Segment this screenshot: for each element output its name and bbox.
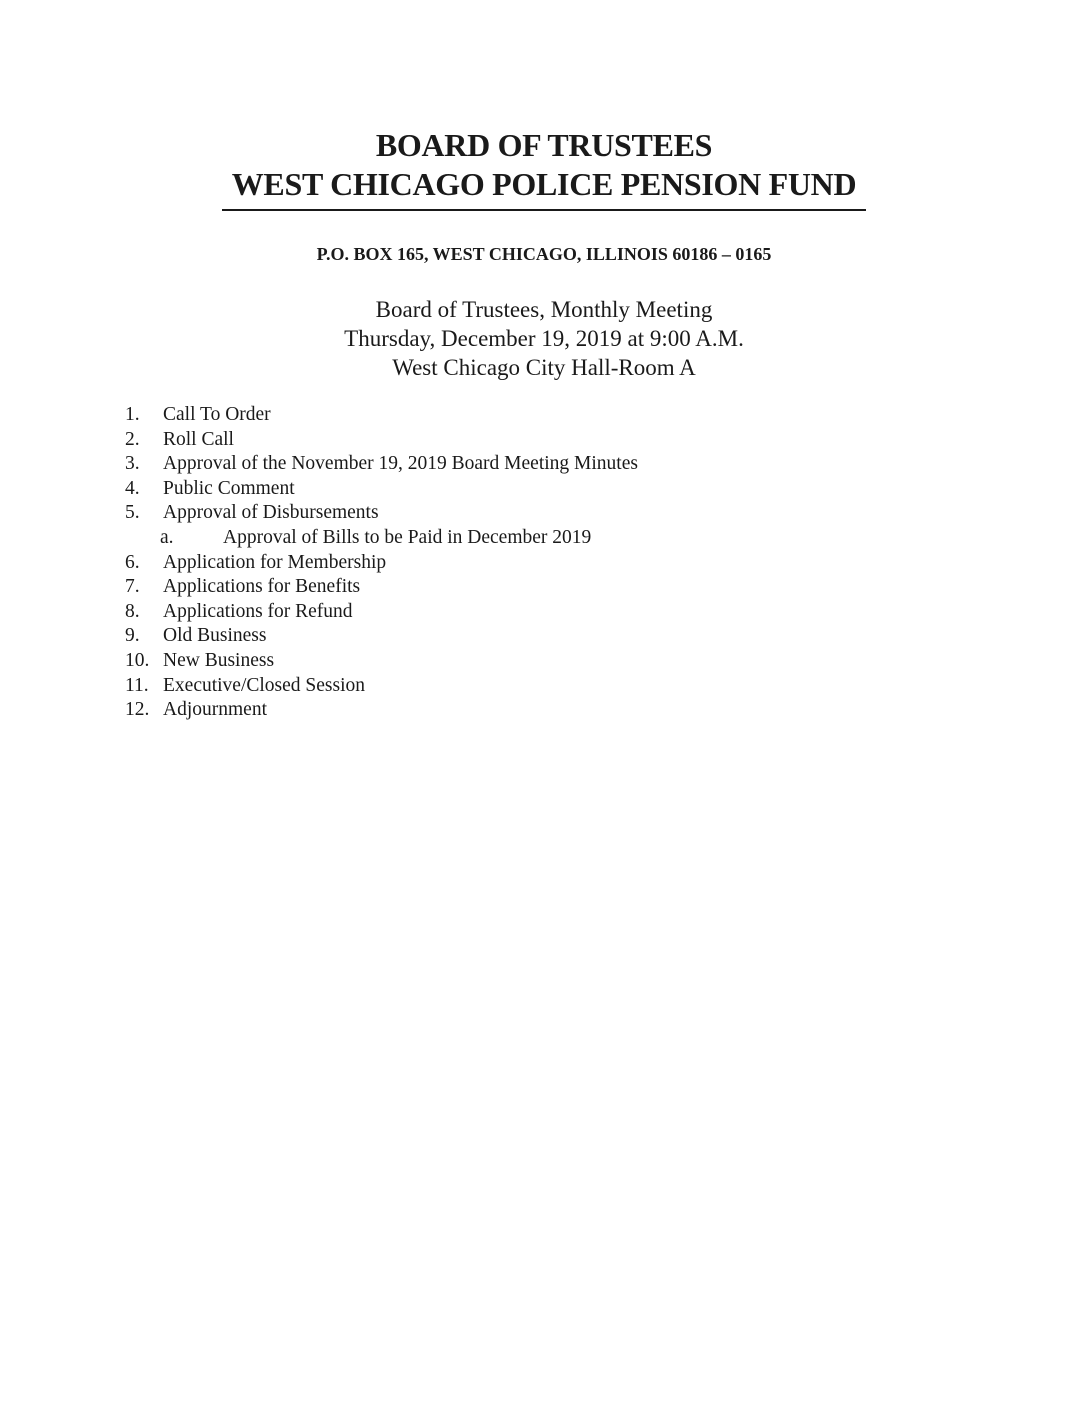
agenda-item-number: 12. xyxy=(125,699,150,721)
agenda-item xyxy=(125,600,825,625)
agenda-item-number: 3. xyxy=(125,453,140,475)
agenda-item xyxy=(125,624,825,649)
agenda-item-number: 6. xyxy=(125,551,140,573)
meeting-info xyxy=(222,295,866,382)
agenda-item-number: 11. xyxy=(125,674,149,696)
agenda-item-text: Old Business xyxy=(163,625,267,647)
agenda-subitem xyxy=(125,526,825,551)
agenda-item xyxy=(125,551,825,576)
agenda-item-text: Call To Order xyxy=(163,404,271,425)
agenda-item xyxy=(125,698,825,723)
agenda-item xyxy=(125,403,825,428)
agenda-item-text: Application for Membership xyxy=(163,551,387,573)
agenda-item-text: Executive/Closed Session xyxy=(163,674,366,696)
agenda-item xyxy=(125,428,825,453)
agenda-item-text: Applications for Benefits xyxy=(163,576,361,598)
meeting-location: West Chicago City Hall-Room A xyxy=(392,355,696,380)
meeting-datetime: Thursday, December 19, 2019 at 9:00 A.M. xyxy=(344,326,744,351)
agenda-item-number: 10. xyxy=(125,649,150,671)
agenda-item-text: Roll Call xyxy=(163,428,234,450)
document-header xyxy=(222,126,866,204)
agenda-item-text: Adjournment xyxy=(163,699,267,721)
agenda-item-number: 4. xyxy=(125,477,140,499)
agenda-list xyxy=(125,403,825,723)
agenda-item xyxy=(125,452,825,477)
agenda-item-number: 2. xyxy=(125,428,140,450)
agenda-item-text: Public Comment xyxy=(163,477,295,499)
agenda-item-text: Applications for Refund xyxy=(163,600,353,622)
agenda-item-number: 1. xyxy=(125,404,140,425)
header-divider xyxy=(222,209,866,211)
agenda-item-number: 5. xyxy=(125,502,140,524)
agenda-item-number: 7. xyxy=(125,576,140,598)
agenda-item xyxy=(125,575,825,600)
agenda-item-text: New Business xyxy=(163,649,275,671)
agenda-item-number: 9. xyxy=(125,625,140,647)
agenda-item-text: Approval of Disbursements xyxy=(163,502,379,524)
agenda-item-number: 8. xyxy=(125,600,140,622)
agenda-item xyxy=(125,501,825,526)
title-line-1: BOARD OF TRUSTEES xyxy=(375,127,713,163)
agenda-item-text: Approval of the November 19, 2019 Board Meeting Minutes xyxy=(163,453,638,475)
mailing-address: P.O. BOX 165, WEST CHICAGO, ILLINOIS 60186 – 0165 xyxy=(316,244,772,264)
agenda-item xyxy=(125,649,825,674)
meeting-name: Board of Trustees, Monthly Meeting xyxy=(375,297,713,322)
agenda-subitem-text: Approval of Bills to be Paid in December 2019 xyxy=(223,526,592,548)
agenda-item xyxy=(125,674,825,699)
agenda-subitem-letter: a. xyxy=(160,526,174,548)
title-line-2: WEST CHICAGO POLICE PENSION FUND xyxy=(231,166,857,202)
agenda-item xyxy=(125,477,825,502)
